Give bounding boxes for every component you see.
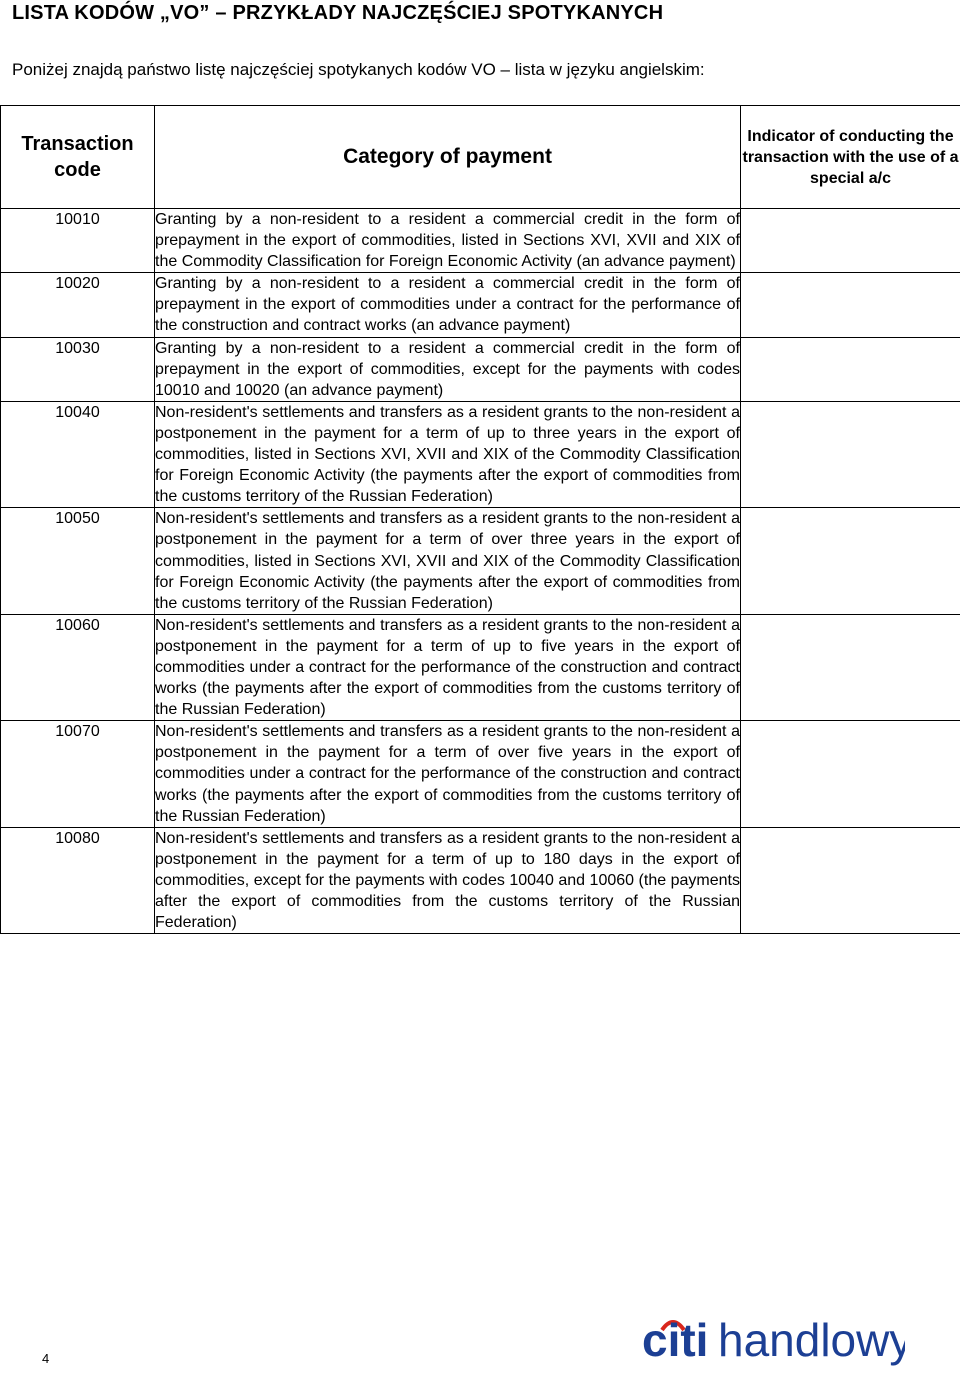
document-title: LISTA KODÓW „VO” – PRZYKŁADY NAJCZĘŚCIEJ SPOTYKANYCH: [12, 2, 663, 25]
category-description: Non-resident's settlements and transfers as a resident grants to the non-resident a postponement in the payment for a term of up to three years in the export of commodities, listed in Sections XVI, XVII and XIX of the Commodity Classification for Foreign Economic Activity (the payments after the export of commodities from the customs territory of the Russian Federation): [155, 401, 741, 507]
table-row: [1, 209, 960, 273]
citi-handlowy-logo-icon: [640, 1300, 905, 1370]
transaction-code: 10040: [1, 401, 155, 507]
category-description: Granting by a non-resident to a resident a commercial credit in the form of prepayment in the export of commodities, listed in Sections XVI, XVII and XIX of the Commodity Classification for Foreign Economic Activity (an advance payment): [155, 209, 741, 273]
category-description: Granting by a non-resident to a resident a commercial credit in the form of prepayment in the export of commodities, except for the payments with codes 10010 and 10020 (an advance payment): [155, 337, 741, 401]
transaction-codes-table: [0, 105, 960, 934]
intro-text: Poniżej znajdą państwo listę najczęściej spotykanych kodów VO – lista w języku angielskim:: [12, 60, 705, 80]
indicator-cell: [741, 721, 960, 827]
transaction-code: 10050: [1, 508, 155, 614]
category-description: Granting by a non-resident to a resident a commercial credit in the form of prepayment in the export of commodities under a contract for the performance of the construction and contract works (an advance payment): [155, 273, 741, 337]
header-category: Category of payment: [155, 106, 741, 209]
indicator-cell: [741, 337, 960, 401]
transaction-code: 10020: [1, 273, 155, 337]
indicator-cell: [741, 273, 960, 337]
transaction-code: 10080: [1, 827, 155, 933]
indicator-cell: [741, 508, 960, 614]
indicator-cell: [741, 614, 960, 720]
logo-text-handlowy: handlowy: [718, 1314, 905, 1366]
table-row: [1, 273, 960, 337]
transaction-code: 10030: [1, 337, 155, 401]
citi-handlowy-logo: [640, 1300, 905, 1370]
indicator-cell: [741, 401, 960, 507]
header-indicator: Indicator of conducting the transaction with the use of a special a/c: [741, 106, 960, 209]
category-description: Non-resident's settlements and transfers as a resident grants to the non-resident a postponement in the payment for a term of over three years in the export of commodities, listed in Sections XVI, XVII and XIX of the Commodity Classification for Foreign Economic Activity (the payments after the export of commodities from the customs territory of the Russian Federation): [155, 508, 741, 614]
table-row: [1, 721, 960, 827]
table-row: [1, 614, 960, 720]
table-header-row: [1, 106, 960, 209]
indicator-cell: [741, 209, 960, 273]
table-row: [1, 827, 960, 933]
logo-text: citi: [642, 1314, 708, 1366]
indicator-cell: [741, 827, 960, 933]
category-description: Non-resident's settlements and transfers as a resident grants to the non-resident a postponement in the payment for a term of up to five years in the export of commodities under a contract for the performance of the construction and contract works (the payments after the export of commodities from the customs territory of the Russian Federation): [155, 614, 741, 720]
transaction-code: 10060: [1, 614, 155, 720]
table-row: [1, 508, 960, 614]
category-description: Non-resident's settlements and transfers as a resident grants to the non-resident a postponement in the payment for a term of up to 180 days in the export of commodities, except for the payments with codes 10040 and 10060 (the payments after the export of commodities from the customs territory of the Russian Federation): [155, 827, 741, 933]
page-number: 4: [42, 1351, 49, 1366]
transaction-code: 10010: [1, 209, 155, 273]
header-transaction-code: Transaction code: [1, 106, 155, 209]
transaction-code: 10070: [1, 721, 155, 827]
table-row: [1, 401, 960, 507]
table-row: [1, 337, 960, 401]
category-description: Non-resident's settlements and transfers as a resident grants to the non-resident a postponement in the payment for a term of over five years in the export of commodities under a contract for the performance of the construction and contract works (the payments after the export of commodities from the customs territory of the Russian Federation): [155, 721, 741, 827]
